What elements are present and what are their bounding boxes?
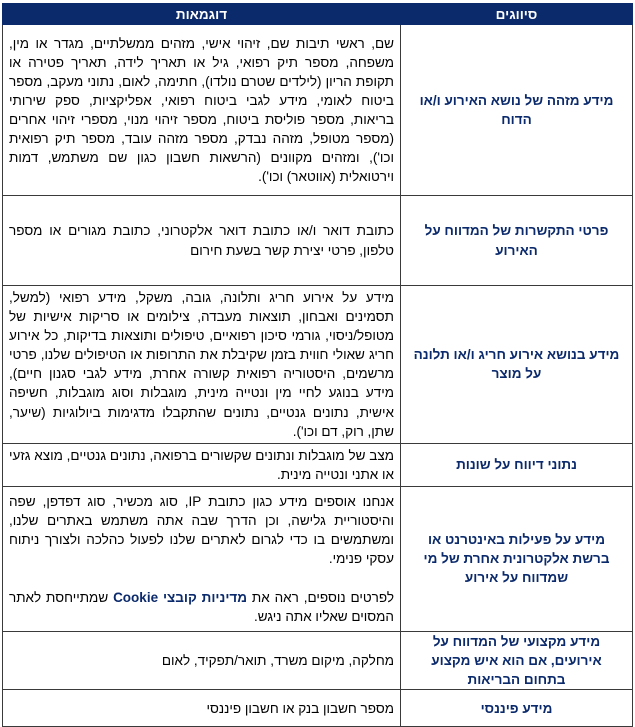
row-category: מידע בנושא אירוע חריג ו/או תלונה על מוצר xyxy=(401,286,633,444)
row-examples: מספר חשבון בנק או חשבון פיננסי xyxy=(3,690,401,727)
table-row xyxy=(3,25,633,196)
header-category: סיווגים xyxy=(401,4,633,25)
table-row xyxy=(3,443,633,486)
table-row xyxy=(3,690,633,727)
row-examples-cell xyxy=(3,486,401,631)
paragraph-gap xyxy=(9,569,394,588)
row-examples: אנחנו אוספים מידע כגון כתובת IP, סוג מכשיר, סוג דפדפן, שפה והיסטוריית גלישה, וכן הדרך שבה אתה משתמש באתרים שלנו, ומשתמשים בו כדי לגרום לאתרים שלנו לפעול כהלכה ולצורך ניתוח עסקי פנימי. xyxy=(9,494,394,567)
table-header-row xyxy=(3,4,633,25)
table-row xyxy=(3,631,633,689)
table-row xyxy=(3,486,633,631)
row-examples: כתובת דואר ו/או כתובת דואר אלקטרוני, כתובת מגורים או מספר טלפון, פרטי יצירת קשר בשעת חירום xyxy=(3,196,401,286)
row-category: מידע מזהה של נושא האירוע ו/או הדוח xyxy=(401,25,633,196)
row-category: מידע פיננסי xyxy=(401,690,633,727)
table-row xyxy=(3,286,633,444)
row-examples: מצב של מוגבלות ונתונים שקשורים ברפואה, נתונים גנטיים, מוצא גזעי או אתני ונטייה מינית. xyxy=(3,443,401,486)
row-examples: שם, ראשי תיבות שם, זיהוי אישי, מזהים ממשלתיים, מגדר או מין, משפחה, מספר תיק רפואי, גיל או תאריך לידה, תאריך פטירה או תקופת הריון (לילדים שטרם נולדו), חתימה, לאום, נתוני מעקב, מספר ביטוח לאומי, מידע לגבי ביטוח רפואי, אפליקציות, ספק שירותי בריאות, מספר פוליסת ביטוח, מספר זיהוי מנוי, מספרי זיהוי אחרים (מספר מטופל, מזהה נבדק, מספר מזהה עובד, מספר תיק רפואית וכו'), ומזהים מקוונים (הרשאות חשבון כגון שם משתמש, דמות וירטואלית (אווטאר) וכו'). xyxy=(3,25,401,196)
cookie-policy-link[interactable]: מדיניות קובצי Cookie xyxy=(113,589,248,605)
row-examples: מחלקה, מיקום משרד, תואר/תפקיד, לאום xyxy=(3,631,401,689)
cookie-note-before: לפרטים נוספים, ראה את xyxy=(247,589,394,605)
row-category: מידע מקצועי של המדווח על אירועים, אם הוא איש מקצוע בתחום הבריאות xyxy=(401,631,633,689)
row-examples: מידע על אירוע חריג ותלונה, גובה, משקל, מידע רפואי (למשל, תסמינים ואבחון, תוצאות מעבדה, צילומים או סריקות אישיות של מטופל/ניסוי, גורמי סיכון רפואיים, טיפולים ותוצאות בדיקות, כל אירוע חריג שאולי חווית בזמן שקיבלת את התרופות או הטיפולים שלנו, פרטי מרשמים, היסטוריה רפואית קשורה אחרת, מידע לגבי סגנון חיים), מידע בנוגע לחיי מין ונטייה מינית, מוגבלות וסוג מוגבלות, חשיפה אישית, נתונים גנטיים, נתונים שהתקבלו מדגימות ביולוגיות (שיער, שתן, רוק, דם וכו'). xyxy=(3,286,401,444)
header-examples: דוגמאות xyxy=(3,4,401,25)
data-categories-table-wrapper xyxy=(2,3,633,727)
cookie-policy-note xyxy=(9,588,394,626)
row-category: פרטי התקשרות של המדווח על האירוע xyxy=(401,196,633,286)
row-category: מידע על פעילות באינטרנט או ברשת אלקטרונית אחרת של מי שמדווח על אירוע xyxy=(401,486,633,631)
table-row xyxy=(3,196,633,286)
row-category: נתוני דיווח על שונות xyxy=(401,443,633,486)
cookie-note-after: שמתייחסת לאתר המסוים שאליו אתה ניגש. xyxy=(9,589,394,624)
data-categories-table xyxy=(2,3,633,727)
